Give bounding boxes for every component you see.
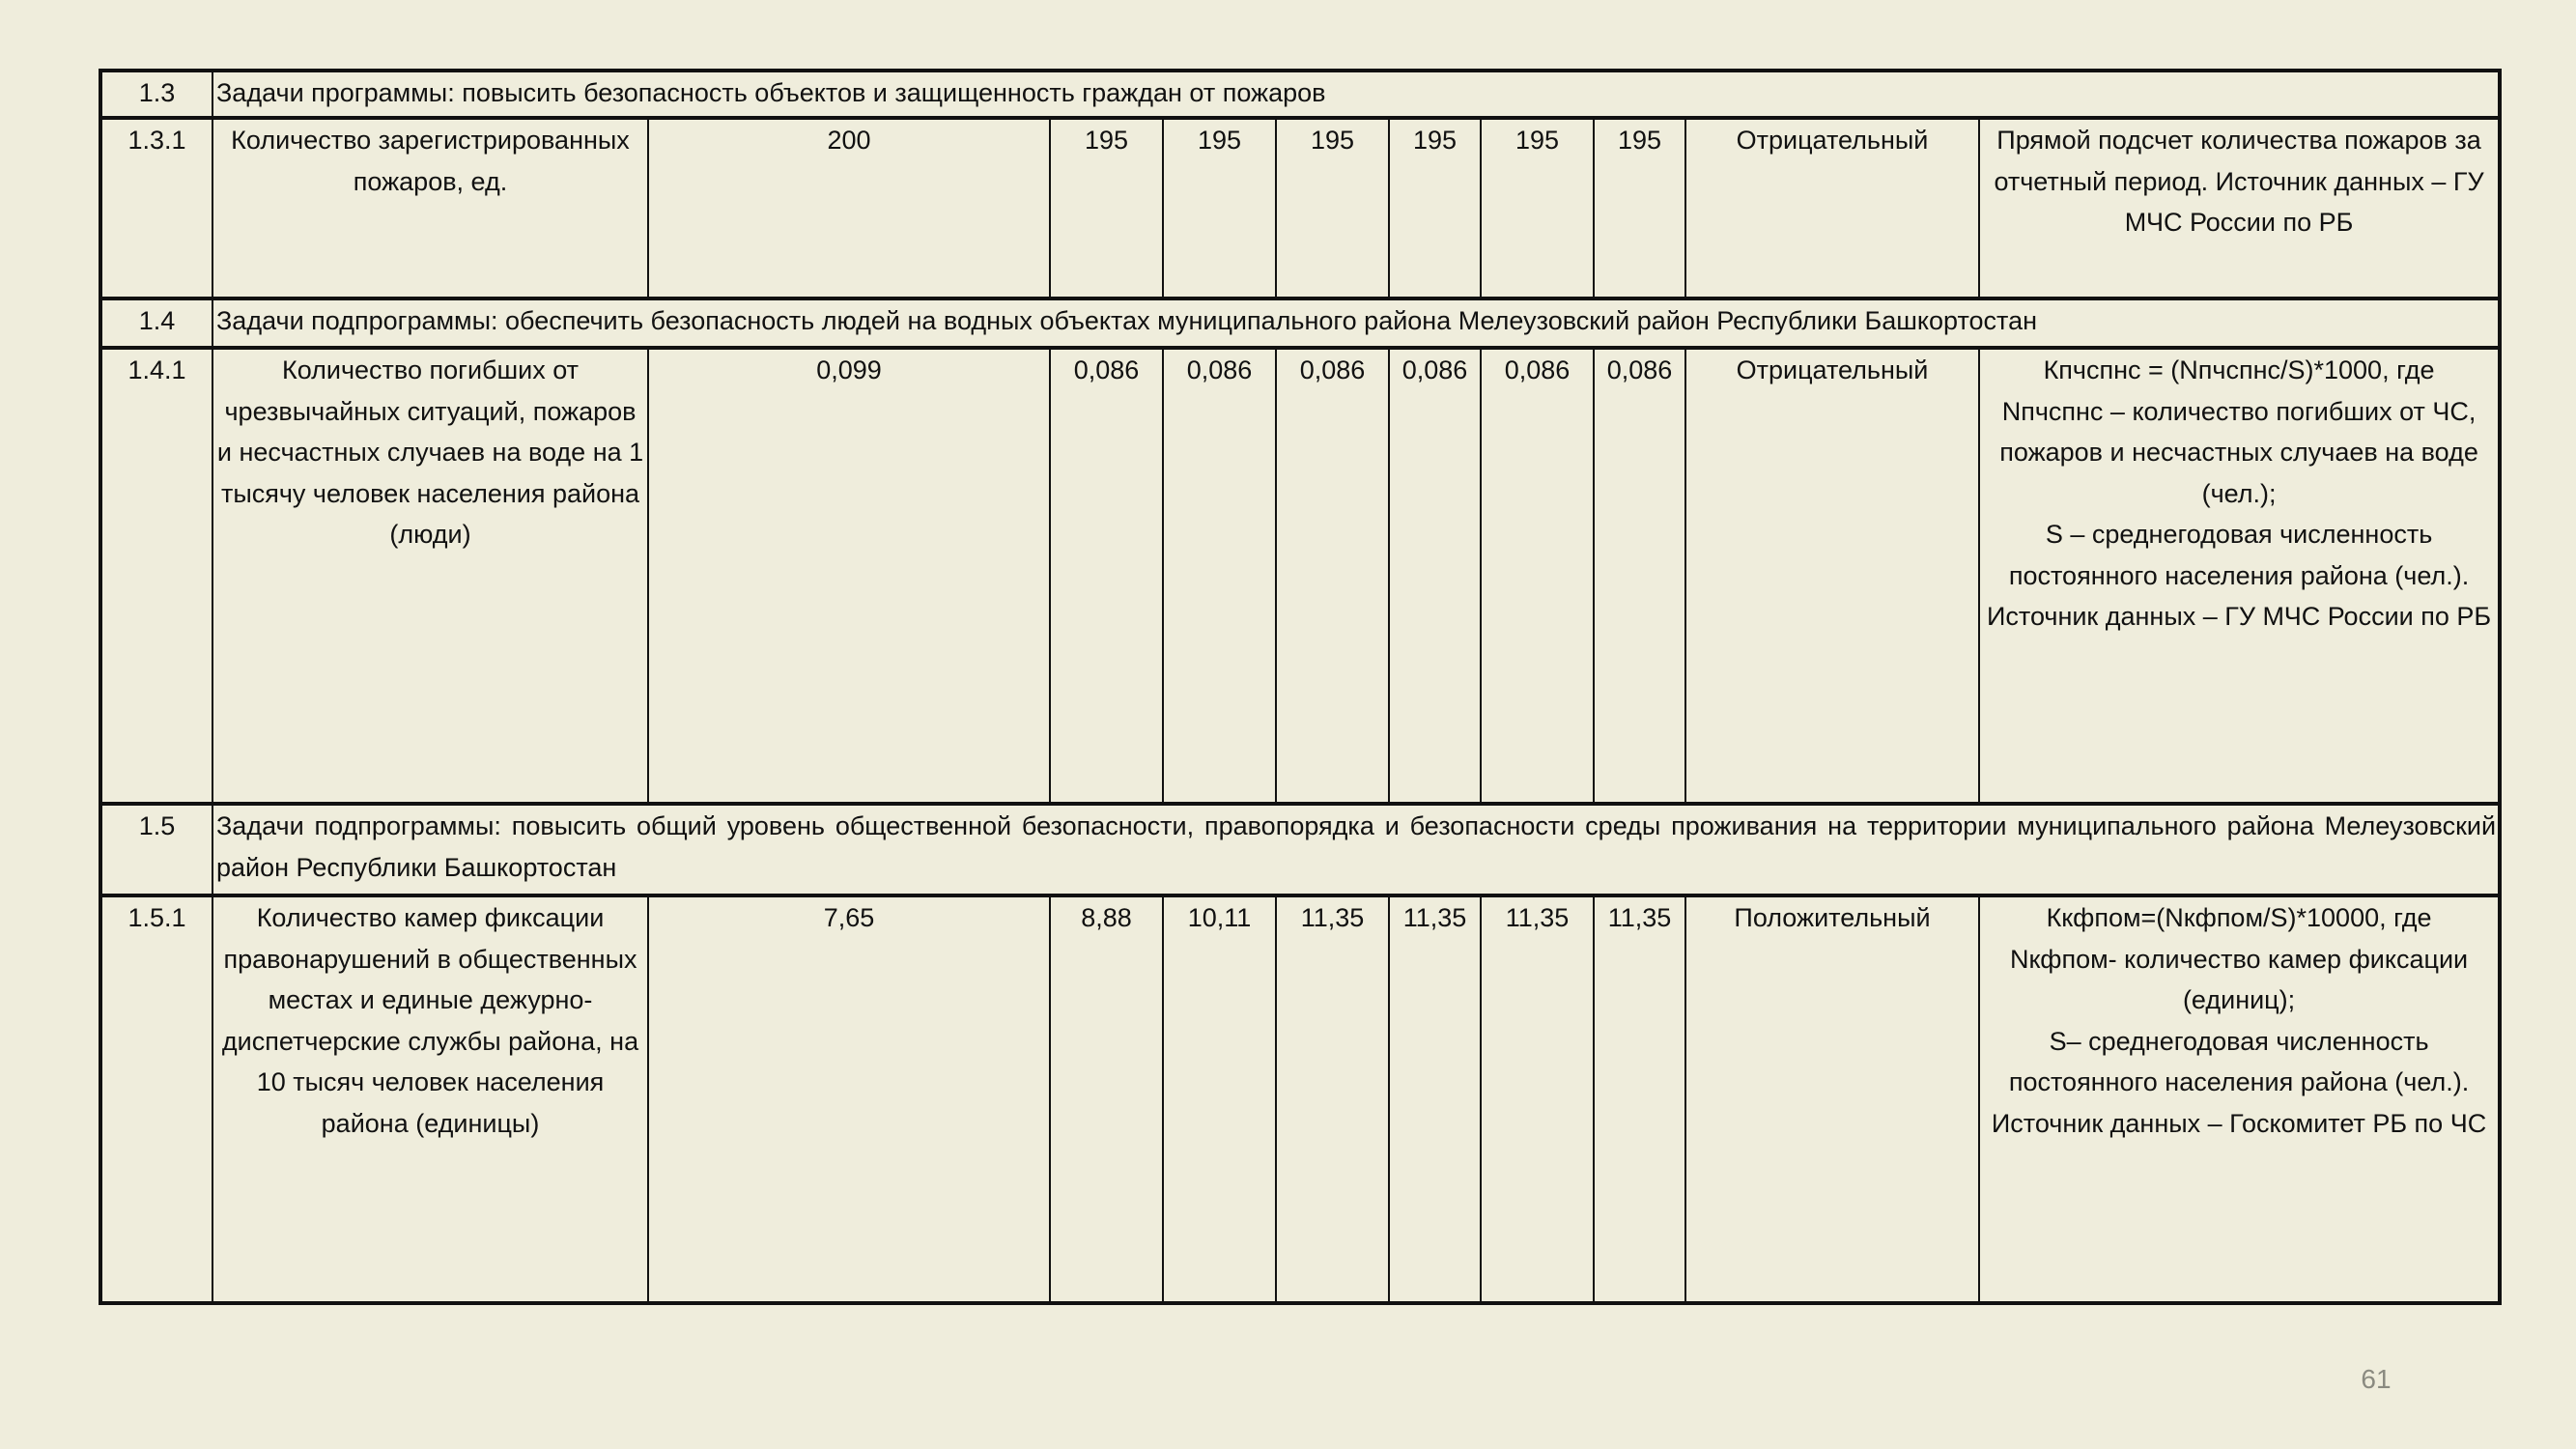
method-variable: Nпчспнс – количество погибших от ЧС, пожаров и несчастных случаев на воде (чел.); (1999, 396, 2478, 508)
calculation-method (1979, 895, 2500, 1303)
section-code: 1.5 (100, 804, 212, 895)
calculation-method (1979, 348, 2500, 804)
year-value: 0,086 (1163, 348, 1276, 804)
indicator-name: Количество камер фиксации правонарушений в общественных местах и единые дежурно-диспетчерские службы района, на 10 тысяч человек населения района (единицы) (212, 895, 648, 1303)
method-variable: Nкфпом- количество камер фиксации (единиц); (2009, 944, 2469, 1014)
section-title: Задачи программы: повысить безопасность объектов и защищенность граждан от пожаров (212, 71, 2500, 118)
method-formula: Кпчспнс = (Nпчспнс/S)*1000, где (2043, 355, 2435, 384)
method-source: Источник данных – ГУ МЧС России по РБ (1986, 602, 2492, 631)
section-title: Задачи подпрограммы: обеспечить безопасность людей на водных объектах муниципального района Мелеузовский район Республики Башкортостан (212, 298, 2500, 348)
row-code: 1.3.1 (100, 118, 212, 298)
method-source: Источник данных – Госкомитет РБ по ЧС (1991, 1108, 2487, 1138)
year-value: 11,35 (1389, 895, 1481, 1303)
trend-direction: Положительный (1685, 895, 1979, 1303)
section-code: 1.4 (100, 298, 212, 348)
indicators-table (99, 69, 2502, 1305)
method-variable: S– среднегодовая численность постоянного населения района (чел.). (2008, 1026, 2470, 1096)
section-row (100, 298, 2500, 348)
year-value: 0,086 (1594, 348, 1685, 804)
section-code: 1.3 (100, 71, 212, 118)
section-title: Задачи подпрограммы: повысить общий уровень общественной безопасности, правопорядка и безопасности среды проживания на территории муниципального района Мелеузовский район Республики Башкортостан (212, 804, 2500, 895)
trend-direction: Отрицательный (1685, 118, 1979, 298)
base-value: 7,65 (648, 895, 1050, 1303)
year-value: 0,086 (1050, 348, 1163, 804)
page-number: 61 (2361, 1364, 2392, 1394)
base-value: 0,099 (648, 348, 1050, 804)
section-row (100, 71, 2500, 118)
indicator-name: Количество зарегистрированных пожаров, ед. (212, 118, 648, 298)
calculation-method: Прямой подсчет количества пожаров за отчетный период. Источник данных – ГУ МЧС России по РБ (1979, 118, 2500, 298)
base-value: 200 (648, 118, 1050, 298)
year-value: 8,88 (1050, 895, 1163, 1303)
year-value: 195 (1276, 118, 1389, 298)
year-value: 11,35 (1594, 895, 1685, 1303)
method-variable: S – среднегодовая численность постоянного населения района (чел.). (2008, 520, 2470, 590)
year-value: 0,086 (1276, 348, 1389, 804)
year-value: 0,086 (1389, 348, 1481, 804)
year-value: 11,35 (1276, 895, 1389, 1303)
table-row (100, 895, 2500, 1303)
table-row (100, 348, 2500, 804)
year-value: 11,35 (1481, 895, 1594, 1303)
section-row (100, 804, 2500, 895)
year-value: 0,086 (1481, 348, 1594, 804)
row-code: 1.5.1 (100, 895, 212, 1303)
trend-direction: Отрицательный (1685, 348, 1979, 804)
year-value: 195 (1389, 118, 1481, 298)
year-value: 195 (1594, 118, 1685, 298)
table-row (100, 118, 2500, 298)
year-value: 195 (1481, 118, 1594, 298)
year-value: 195 (1163, 118, 1276, 298)
year-value: 10,11 (1163, 895, 1276, 1303)
method-formula: Ккфпом=(Nкфпом/S)*10000, где (2046, 903, 2432, 932)
indicator-name: Количество погибших от чрезвычайных ситуаций, пожаров и несчастных случаев на воде на 1 тысячу человек населения района (люди) (212, 348, 648, 804)
row-code: 1.4.1 (100, 348, 212, 804)
year-value: 195 (1050, 118, 1163, 298)
